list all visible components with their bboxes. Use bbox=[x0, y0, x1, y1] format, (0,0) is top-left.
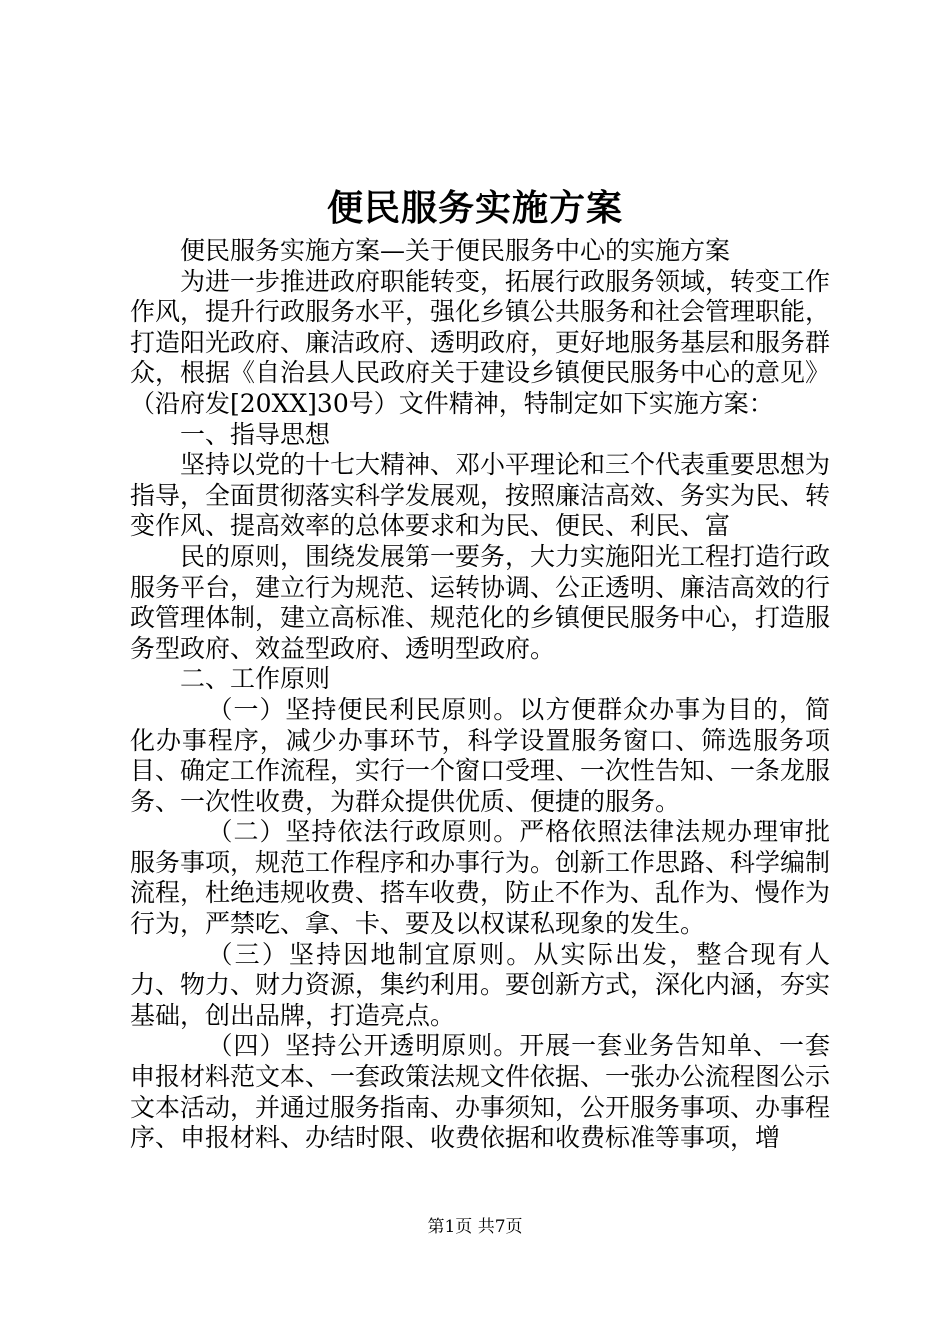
paragraph-principle-3: （三）坚持因地制宜原则。从实际出发，整合现有人力、物力、财力资源，集约利用。要创新方式，深化内涵，夯实基础，创出品牌，打造亮点。 bbox=[130, 939, 831, 1030]
paragraph-principle-4: （四）坚持公开透明原则。开展一套业务告知单、一套申报材料范文本、一套政策法规文件依据、一张办公流程图公示文本活动，并通过服务指南、办事须知，公开服务事项、办事程序、申报材料、办结时限、收费依据和收费标准等事项，增 bbox=[130, 1031, 831, 1153]
paragraph-principle-1: （一）坚持便民利民原则。以方便群众办事为目的，简化办事程序，减少办事环节，科学设置服务窗口、筛选服务项目、确定工作流程，实行一个窗口受理、一次性告知、一条龙服务、一次性收费，为群众提供优质、便捷的服务。 bbox=[130, 694, 831, 816]
heading-work-principles: 二、工作原则 bbox=[180, 664, 331, 694]
paragraph-intro: 为进一步推进政府职能转变，拓展行政服务领域，转变工作作风，提升行政服务水平，强化乡镇公共服务和社会管理职能，打造阳光政府、廉洁政府、透明政府，更好地服务基层和服务群众，根据《自治县人民政府关于建设乡镇便民服务中心的意见》（沿府发[20XX]30号）文件精神，特制定如下实施方案： bbox=[130, 266, 831, 418]
page-footer: 第1页 共7页 bbox=[427, 1217, 523, 1237]
paragraph-guiding-ideology-cont: 民的原则，围绕发展第一要务，大力实施阳光工程打造行政服务平台，建立行为规范、运转协调、公正透明、廉洁高效的行政管理体制，建立高标准、规范化的乡镇便民服务中心，打造服务型政府、效益型政府、透明型政府。 bbox=[130, 541, 831, 663]
document-title: 便民服务实施方案 bbox=[326, 187, 623, 229]
paragraph-guiding-ideology: 坚持以党的十七大精神、邓小平理论和三个代表重要思想为指导，全面贯彻落实科学发展观，按照廉洁高效、务实为民、转变作风、提高效率的总体要求和为民、便民、利民、富 bbox=[130, 450, 831, 541]
paragraph-principle-2: （二）坚持依法行政原则。严格依照法律法规办理审批服务事项，规范工作程序和办事行为。创新工作思路、科学编制流程，杜绝违规收费、搭车收费，防止不作为、乱作为、慢作为行为，严禁吃、拿、卡、要及以权谋私现象的发生。 bbox=[130, 817, 831, 939]
heading-guiding-ideology: 一、指导思想 bbox=[180, 419, 331, 449]
paragraph-subtitle: 便民服务实施方案—关于便民服务中心的实施方案 bbox=[180, 236, 731, 265]
document-body bbox=[130, 236, 830, 1154]
